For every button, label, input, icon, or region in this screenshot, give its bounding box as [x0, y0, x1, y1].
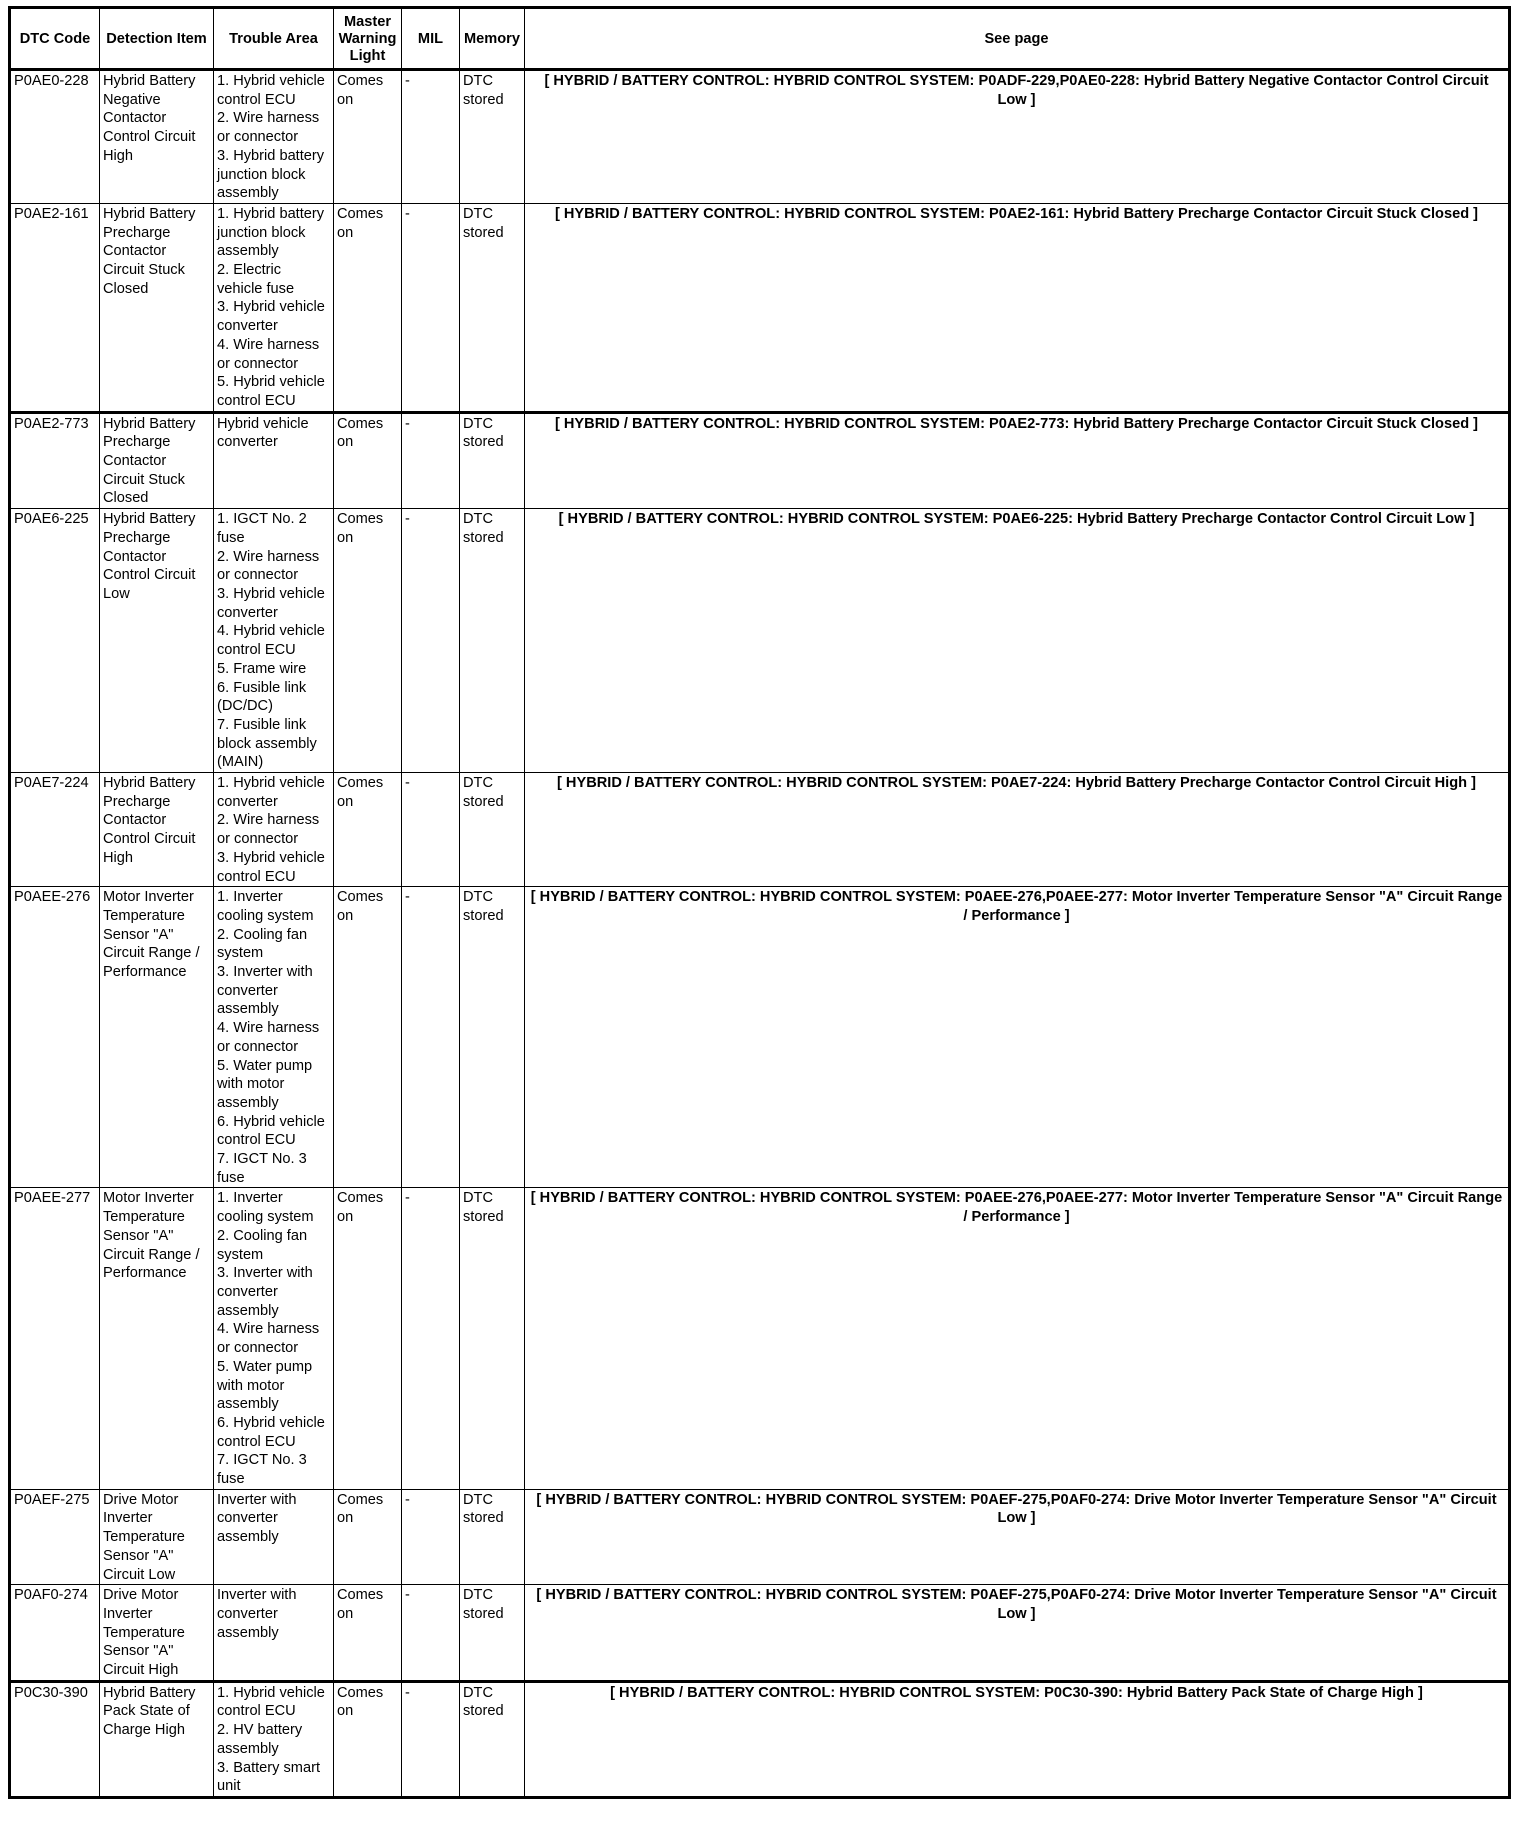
trouble-area-item: 3. Inverter with converter assembly: [217, 964, 313, 1018]
table-row: [10, 412, 1510, 509]
see-page-link[interactable]: [ HYBRID / BATTERY CONTROL: HYBRID CONTROL SYSTEM: P0AE2-161: Hybrid Battery Precharge Contactor Circuit Stuck Closed ]: [525, 203, 1510, 412]
mil-cell: -: [402, 509, 460, 773]
table-row: [10, 773, 1510, 887]
see-page-link[interactable]: [ HYBRID / BATTERY CONTROL: HYBRID CONTROL SYSTEM: P0ADF-229,P0AE0-228: Hybrid Battery Negative Contactor Control Circuit Low ]: [525, 70, 1510, 204]
trouble-area-item: 4. Hybrid vehicle control ECU: [217, 623, 325, 659]
trouble-area-cell: [214, 70, 334, 204]
master-warning-light-cell: Comes on: [334, 1585, 402, 1682]
mil-cell: -: [402, 887, 460, 1188]
memory-cell: DTC stored: [460, 1188, 525, 1489]
memory-cell: DTC stored: [460, 203, 525, 412]
trouble-area-item: 1. IGCT No. 2 fuse: [217, 511, 307, 546]
header-mil: MIL: [402, 8, 460, 70]
see-page-link[interactable]: [ HYBRID / BATTERY CONTROL: HYBRID CONTROL SYSTEM: P0AEF-275,P0AF0-274: Drive Motor Inverter Temperature Sensor "A" Circuit Low ]: [525, 1585, 1510, 1682]
trouble-area-item: 3. Battery smart unit: [217, 1759, 320, 1795]
see-page-link[interactable]: [ HYBRID / BATTERY CONTROL: HYBRID CONTROL SYSTEM: P0AEE-276,P0AEE-277: Motor Inverter Temperature Sensor "A" Circuit Range / Performance ]: [525, 887, 1510, 1188]
master-warning-light-cell: Comes on: [334, 1188, 402, 1489]
detection-item-cell: Hybrid Battery Precharge Contactor Circuit Stuck Closed: [100, 203, 214, 412]
trouble-area-item: 1. Hybrid vehicle control ECU: [217, 1684, 325, 1720]
header-master-warning-light: Master Warning Light: [334, 8, 402, 70]
detection-item-cell: Hybrid Battery Negative Contactor Control Circuit High: [100, 70, 214, 204]
trouble-area-cell: [214, 1188, 334, 1489]
memory-cell: DTC stored: [460, 773, 525, 887]
trouble-area-item: 4. Wire harness or connector: [217, 1020, 320, 1055]
table-row: [10, 1188, 1510, 1489]
memory-cell: DTC stored: [460, 1681, 525, 1797]
master-warning-light-cell: Comes on: [334, 773, 402, 887]
header-trouble-area: Trouble Area: [214, 8, 334, 70]
dtc-code-cell: P0AEE-276: [10, 887, 100, 1188]
mil-cell: -: [402, 1585, 460, 1682]
trouble-area-item: 7. Fusible link block assembly (MAIN): [217, 716, 317, 771]
header-see-page: See page: [525, 8, 1510, 70]
dtc-code-cell: P0AEF-275: [10, 1489, 100, 1585]
memory-cell: DTC stored: [460, 412, 525, 509]
detection-item-cell: Drive Motor Inverter Temperature Sensor "A" Circuit Low: [100, 1489, 214, 1585]
trouble-area-item: 5. Frame wire: [217, 660, 307, 677]
trouble-area-cell: [214, 412, 334, 509]
trouble-area-item: 3. Hybrid vehicle control ECU: [217, 849, 325, 885]
dtc-code-cell: P0AEE-277: [10, 1188, 100, 1489]
trouble-area-item: 1. Hybrid battery junction block assembly: [217, 205, 325, 260]
mil-cell: -: [402, 412, 460, 509]
master-warning-light-cell: Comes on: [334, 70, 402, 204]
mil-cell: -: [402, 773, 460, 887]
see-page-link[interactable]: [ HYBRID / BATTERY CONTROL: HYBRID CONTROL SYSTEM: P0AEF-275,P0AF0-274: Drive Motor Inverter Temperature Sensor "A" Circuit Low ]: [525, 1489, 1510, 1585]
mil-cell: -: [402, 203, 460, 412]
detection-item-cell: Motor Inverter Temperature Sensor "A" Circuit Range / Performance: [100, 1188, 214, 1489]
trouble-area-item: 6. Hybrid vehicle control ECU: [217, 1113, 325, 1149]
detection-item-cell: Hybrid Battery Precharge Contactor Circuit Stuck Closed: [100, 412, 214, 509]
trouble-area-item: 1. Hybrid vehicle control ECU: [217, 73, 325, 108]
master-warning-light-cell: Comes on: [334, 203, 402, 412]
table-row: [10, 1585, 1510, 1682]
trouble-area-item: 1. Inverter cooling system: [217, 889, 314, 924]
dtc-code-cell: P0AE2-773: [10, 412, 100, 509]
trouble-area-item: Inverter with converter assembly: [217, 1491, 297, 1546]
header-detection-item: Detection Item: [100, 8, 214, 70]
trouble-area-item: 4. Wire harness or connector: [217, 1321, 320, 1357]
memory-cell: DTC stored: [460, 509, 525, 773]
trouble-area-item: 2. Wire harness or connector: [217, 812, 320, 848]
trouble-area-item: Inverter with converter assembly: [217, 1587, 297, 1641]
mil-cell: -: [402, 1188, 460, 1489]
dtc-code-cell: P0AE2-161: [10, 203, 100, 412]
trouble-area-item: 2. Cooling fan system: [217, 1227, 308, 1263]
trouble-area-item: 5. Hybrid vehicle control ECU: [217, 374, 325, 409]
trouble-area-item: 3. Hybrid vehicle converter: [217, 299, 325, 335]
detection-item-cell: Hybrid Battery Precharge Contactor Control Circuit Low: [100, 509, 214, 773]
detection-item-cell: Hybrid Battery Pack State of Charge High: [100, 1681, 214, 1797]
mil-cell: -: [402, 1681, 460, 1797]
trouble-area-cell: [214, 887, 334, 1188]
master-warning-light-cell: Comes on: [334, 412, 402, 509]
dtc-code-cell: P0AE6-225: [10, 509, 100, 773]
memory-cell: DTC stored: [460, 1585, 525, 1682]
trouble-area-item: 3. Hybrid vehicle converter: [217, 585, 325, 621]
trouble-area-item: 1. Inverter cooling system: [217, 1190, 314, 1226]
table-row: [10, 1489, 1510, 1585]
trouble-area-item: 2. HV battery assembly: [217, 1722, 303, 1757]
mil-cell: -: [402, 1489, 460, 1585]
see-page-link[interactable]: [ HYBRID / BATTERY CONTROL: HYBRID CONTROL SYSTEM: P0AE6-225: Hybrid Battery Precharge Contactor Control Circuit Low ]: [525, 509, 1510, 773]
memory-cell: DTC stored: [460, 70, 525, 204]
trouble-area-item: 6. Fusible link (DC/DC): [217, 679, 307, 715]
trouble-area-item: 6. Hybrid vehicle control ECU: [217, 1414, 325, 1450]
trouble-area-item: 3. Inverter with converter assembly: [217, 1265, 313, 1319]
table-row: [10, 1681, 1510, 1797]
dtc-code-cell: P0AE0-228: [10, 70, 100, 204]
trouble-area-cell: [214, 509, 334, 773]
memory-cell: DTC stored: [460, 1489, 525, 1585]
detection-item-cell: Motor Inverter Temperature Sensor "A" Circuit Range / Performance: [100, 887, 214, 1188]
table-body: [10, 70, 1510, 1798]
trouble-area-item: Hybrid vehicle converter: [217, 415, 309, 451]
header-memory: Memory: [460, 8, 525, 70]
mil-cell: -: [402, 70, 460, 204]
trouble-area-item: 7. IGCT No. 3 fuse: [217, 1151, 307, 1186]
see-page-link[interactable]: [ HYBRID / BATTERY CONTROL: HYBRID CONTROL SYSTEM: P0AE7-224: Hybrid Battery Precharge Contactor Control Circuit High ]: [525, 773, 1510, 887]
trouble-area-item: 2. Wire harness or connector: [217, 548, 320, 584]
trouble-area-cell: [214, 773, 334, 887]
trouble-area-item: 5. Water pump with motor assembly: [217, 1358, 313, 1413]
trouble-area-item: 4. Wire harness or connector: [217, 336, 320, 372]
dtc-code-cell: P0C30-390: [10, 1681, 100, 1797]
see-page-link[interactable]: [ HYBRID / BATTERY CONTROL: HYBRID CONTROL SYSTEM: P0AEE-276,P0AEE-277: Motor Inverter Temperature Sensor "A" Circuit Range / Performance ]: [525, 1188, 1510, 1489]
trouble-area-cell: [214, 1489, 334, 1585]
master-warning-light-cell: Comes on: [334, 509, 402, 773]
master-warning-light-cell: Comes on: [334, 887, 402, 1188]
trouble-area-item: 2. Cooling fan system: [217, 926, 308, 962]
table-row: [10, 203, 1510, 412]
trouble-area-cell: [214, 1585, 334, 1682]
memory-cell: DTC stored: [460, 887, 525, 1188]
dtc-code-cell: P0AF0-274: [10, 1585, 100, 1682]
trouble-area-item: 2. Wire harness or connector: [217, 110, 320, 146]
dtc-code-cell: P0AE7-224: [10, 773, 100, 887]
dtc-table: [8, 6, 1511, 1799]
detection-item-cell: Hybrid Battery Precharge Contactor Control Circuit High: [100, 773, 214, 887]
see-page-link[interactable]: [ HYBRID / BATTERY CONTROL: HYBRID CONTROL SYSTEM: P0AE2-773: Hybrid Battery Precharge Contactor Circuit Stuck Closed ]: [525, 412, 1510, 509]
trouble-area-cell: [214, 203, 334, 412]
master-warning-light-cell: Comes on: [334, 1681, 402, 1797]
table-row: [10, 509, 1510, 773]
detection-item-cell: Drive Motor Inverter Temperature Sensor "A" Circuit High: [100, 1585, 214, 1682]
master-warning-light-cell: Comes on: [334, 1489, 402, 1585]
table-row: [10, 887, 1510, 1188]
trouble-area-item: 3. Hybrid battery junction block assembly: [217, 147, 325, 202]
table-row: [10, 70, 1510, 204]
trouble-area-item: 7. IGCT No. 3 fuse: [217, 1452, 307, 1488]
trouble-area-item: 2. Electric vehicle fuse: [217, 262, 295, 297]
trouble-area-item: 5. Water pump with motor assembly: [217, 1057, 313, 1111]
trouble-area-cell: [214, 1681, 334, 1797]
table-header-row: [10, 8, 1510, 70]
trouble-area-item: 1. Hybrid vehicle converter: [217, 775, 325, 810]
see-page-link[interactable]: [ HYBRID / BATTERY CONTROL: HYBRID CONTROL SYSTEM: P0C30-390: Hybrid Battery Pack State of Charge High ]: [525, 1681, 1510, 1797]
header-dtc-code: DTC Code: [10, 8, 100, 70]
